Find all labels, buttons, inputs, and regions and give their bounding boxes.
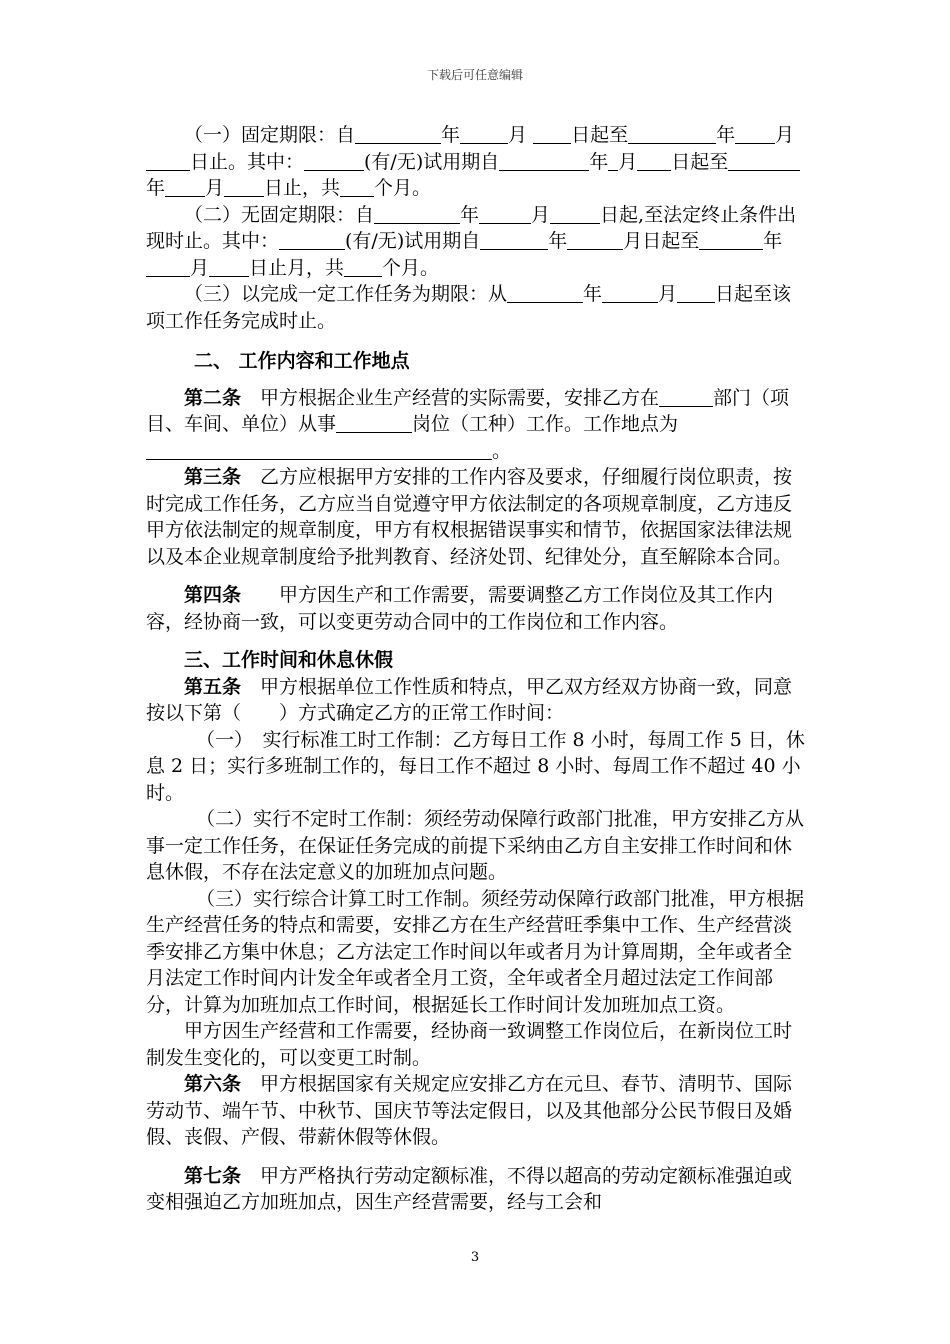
term-task: （三）以完成一定工作任务为期限：从 年 月 日起至该项工作任务完成时止。	[146, 283, 792, 332]
blank[interactable]	[699, 231, 763, 250]
blank[interactable]	[628, 125, 716, 144]
blank[interactable]	[608, 152, 618, 171]
blank[interactable]	[340, 178, 374, 197]
article-6: 第六条 甲方根据国家有关规定应安排乙方在元旦、春节、清明节、国际劳动节、端午节、中秋节、国庆节等法定假日，以及其他部分公民节假日及婚假、丧假、产假、带薪休假等休假。	[146, 1073, 793, 1148]
blank[interactable]	[659, 388, 713, 407]
blank[interactable]	[479, 205, 531, 224]
article-4: 第四条 甲方因生产和工作需要，需要调整乙方工作岗位及其工作内容，经协商一致，可以变更劳动合同中的工作岗位和工作内容。	[146, 584, 774, 633]
article-5-note: 甲方因生产经营和工作需要，经协商一致调整工作岗位后，在新岗位工时制发生变化的，可以变更工时制。	[146, 1020, 793, 1069]
blank[interactable]	[602, 284, 658, 303]
article-5-option-2: （二）实行不定时工作制：须经劳动保障行政部门批准，甲方安排乙方从事一定工作任务，在保证任务完成的前提下采纳由乙方自主安排工作时间和休息休假，不存在法定意义的加班加点问题。	[146, 808, 805, 883]
blank[interactable]	[374, 205, 460, 224]
blank[interactable]	[146, 152, 190, 171]
blank[interactable]	[279, 231, 345, 250]
blank[interactable]	[507, 284, 583, 303]
article-3: 第三条 乙方应根据甲方安排的工作内容及要求，仔细履行岗位职责，按时完成工作任务，乙方应当自觉遵守甲方依法制定的各项规章制度，乙方违反甲方依法制定的规章制度，甲方有权根据错误事实和情节，依据国家法律法规以及本企业规章制度给予批判教育、经济处罚、纪律处分，直至解除本合同。	[146, 466, 793, 568]
blank[interactable]	[480, 231, 548, 250]
blank[interactable]	[165, 178, 205, 197]
document-body	[146, 122, 810, 1216]
blank[interactable]	[209, 258, 249, 277]
section-heading: 二、 工作内容和工作地点	[194, 350, 410, 372]
blank[interactable]	[677, 284, 715, 303]
article-5-option-1: （一） 实行标准工时工作制：乙方每日工作 8 小时，每周工作 5 日，休息 2 日；实行多班制工作的，每日工作不超过 8 小时、每周工作不超过 40 小时。	[146, 728, 805, 804]
article-5: 第五条 甲方根据单位工作性质和特点，甲乙双方经双方协商一致，同意按以下第（ ）方式确定乙方的正常工作时间：	[146, 675, 793, 724]
blank[interactable]	[336, 414, 412, 433]
page-header: 下载后可任意编辑	[426, 68, 523, 82]
article-2: 第二条 甲方根据企业生产经营的实际需要，安排乙方在 部门（项目、车间、单位）从事 岗位（工种）工作。工作地点为。	[146, 386, 790, 462]
blank[interactable]	[304, 152, 364, 171]
blank[interactable]	[533, 125, 571, 144]
page-number: 3	[470, 1250, 480, 1265]
blank[interactable]	[224, 178, 264, 197]
blank[interactable]	[355, 125, 441, 144]
blank[interactable]	[146, 441, 492, 460]
section-heading: 三、工作时间和休息休假	[184, 649, 394, 671]
term-fixed: （一）固定期限：自 年 月 日起至 年 月日止。其中： (有/无)试用期自 年 月 日起至年 月 日止，共 个月。	[146, 122, 810, 202]
blank[interactable]	[460, 125, 508, 144]
blank[interactable]	[146, 258, 190, 277]
blank[interactable]	[735, 125, 775, 144]
blank[interactable]	[637, 152, 671, 171]
article-5-option-3: （三）实行综合计算工时工作制。须经劳动保障行政部门批准，甲方根据生产经营任务的特点和需要，安排乙方在生产经营旺季集中工作、生产经营淡季安排乙方集中休息；乙方法定工作时间以年或者月为计算周期，全年或者全月法定工作时间内计发全年或者全月工资，全年或者全月超过法定工作间部分，计算为加班加点工作时间，根据延长工作时间计发加班加点工资。	[146, 887, 805, 1016]
blank[interactable]	[499, 152, 589, 171]
blank[interactable]	[728, 152, 800, 171]
blank[interactable]	[567, 231, 623, 250]
blank[interactable]	[550, 205, 600, 224]
term-open: （二）无固定期限：自 年 月 日起,至法定终止条件出现时止。其中： (有/无)试用期自 年 月日起至 年月 日止月，共 个月。	[146, 203, 797, 279]
blank[interactable]	[344, 258, 382, 277]
article-7: 第七条 甲方严格执行劳动定额标准，不得以超高的劳动定额标准强迫或变相强迫乙方加班加点，因生产经营需要，经与工会和	[146, 1164, 793, 1213]
